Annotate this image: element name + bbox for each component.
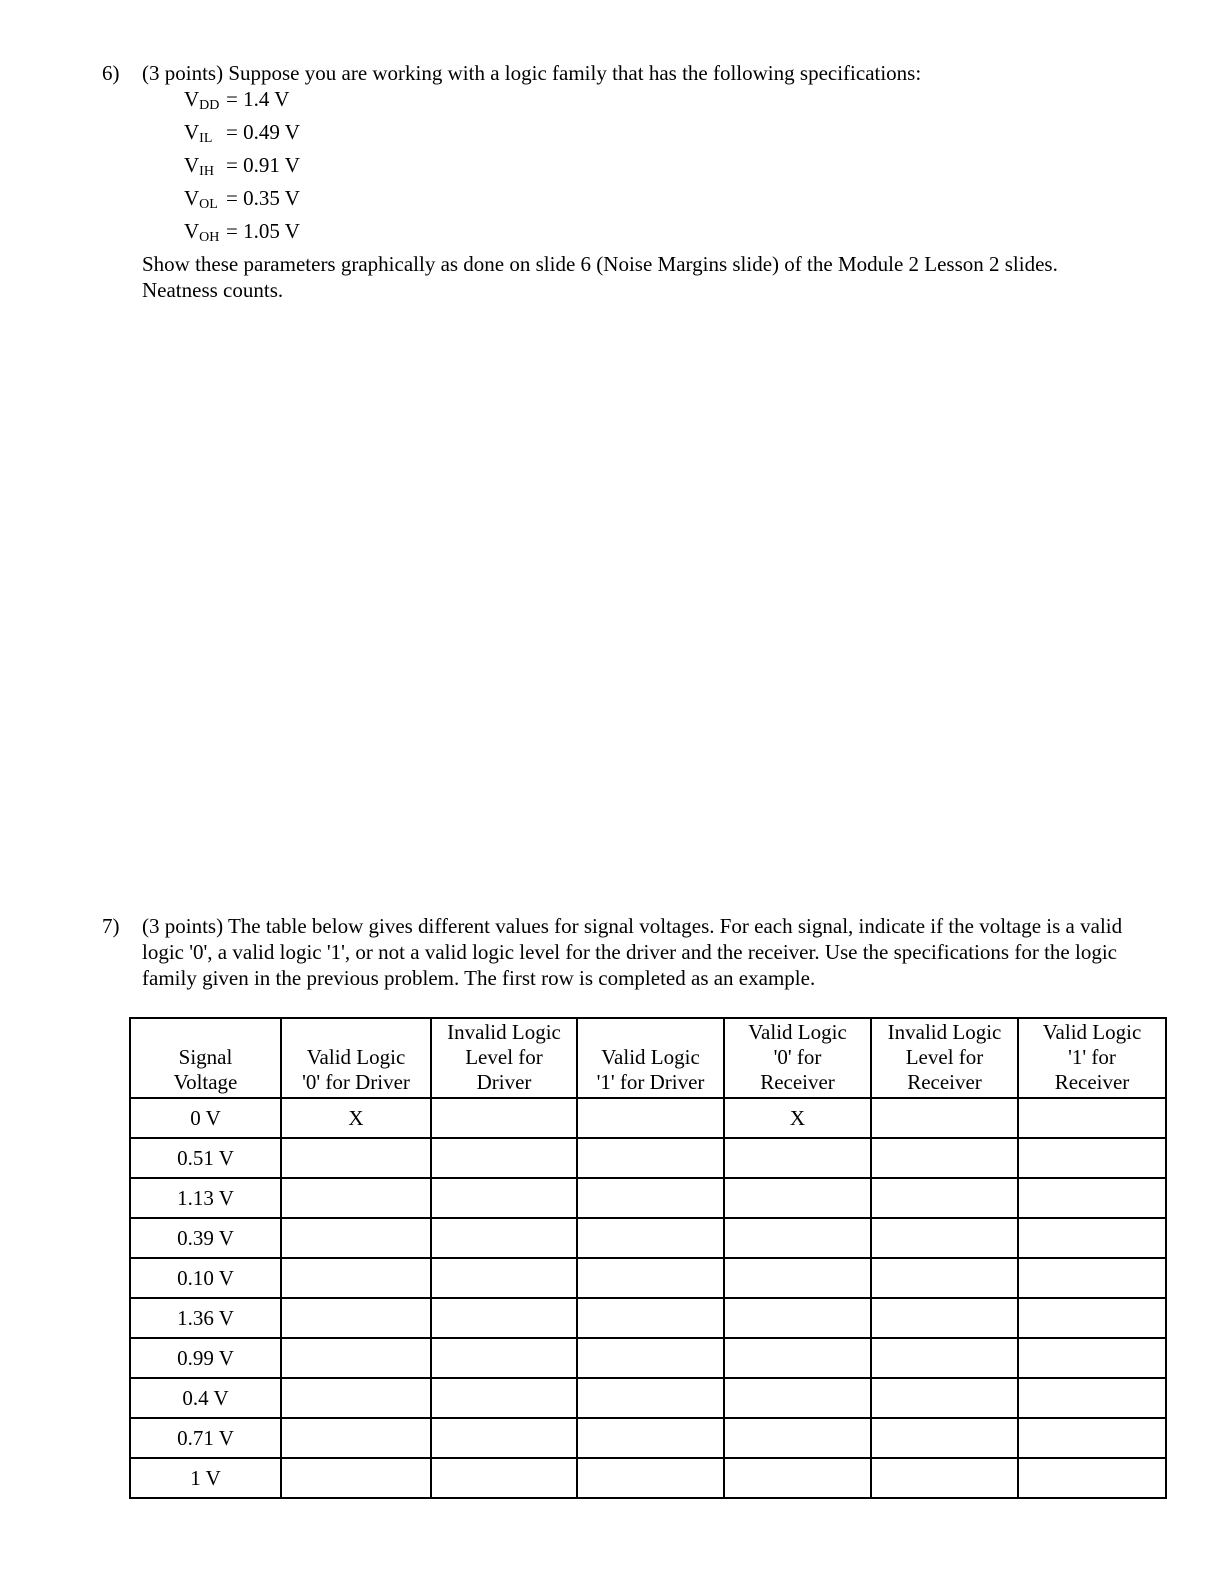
answer-cell[interactable] bbox=[431, 1378, 577, 1418]
answer-cell[interactable] bbox=[1018, 1418, 1166, 1458]
q6-number: 6) bbox=[102, 61, 120, 85]
answer-cell[interactable]: X bbox=[724, 1098, 871, 1138]
answer-cell[interactable] bbox=[431, 1098, 577, 1138]
header-signal-voltage bbox=[130, 1018, 281, 1098]
voltage-cell: 0.4 V bbox=[130, 1378, 281, 1418]
spec-voh: $V_{OH} = 1.05$ V bbox=[184, 219, 300, 245]
answer-cell[interactable] bbox=[724, 1458, 871, 1498]
answer-cell[interactable] bbox=[281, 1178, 431, 1218]
header-line: '1' for bbox=[1068, 1045, 1116, 1069]
answer-cell[interactable] bbox=[1018, 1138, 1166, 1178]
answer-cell[interactable] bbox=[577, 1218, 724, 1258]
answer-cell[interactable] bbox=[431, 1138, 577, 1178]
header-valid-0-driver bbox=[281, 1018, 431, 1098]
table-row bbox=[130, 1298, 1166, 1338]
spec-vil: $V_{IL} = 0.49$ V bbox=[184, 120, 300, 146]
answer-cell[interactable] bbox=[577, 1298, 724, 1338]
q6-neatness: Neatness counts. bbox=[142, 278, 284, 302]
answer-cell[interactable] bbox=[431, 1338, 577, 1378]
answer-cell[interactable] bbox=[724, 1218, 871, 1258]
answer-cell[interactable] bbox=[724, 1178, 871, 1218]
voltage-cell: 0 V bbox=[130, 1098, 281, 1138]
spec-list bbox=[184, 86, 1162, 251]
answer-cell[interactable] bbox=[431, 1418, 577, 1458]
answer-cell[interactable] bbox=[431, 1298, 577, 1338]
voltage-cell: 1.13 V bbox=[130, 1178, 281, 1218]
header-line: Signal bbox=[178, 1045, 233, 1069]
answer-cell[interactable] bbox=[724, 1378, 871, 1418]
answer-cell[interactable] bbox=[724, 1338, 871, 1378]
answer-cell[interactable] bbox=[724, 1418, 871, 1458]
answer-cell[interactable] bbox=[871, 1178, 1018, 1218]
answer-cell[interactable] bbox=[577, 1258, 724, 1298]
header-invalid-driver bbox=[431, 1018, 577, 1098]
header-line: Level for bbox=[465, 1045, 543, 1069]
signal-table bbox=[129, 1017, 1167, 1499]
answer-cell[interactable] bbox=[871, 1098, 1018, 1138]
answer-cell[interactable] bbox=[1018, 1218, 1166, 1258]
table-row bbox=[130, 1418, 1166, 1458]
table-row bbox=[130, 1218, 1166, 1258]
q6-instruction: Show these parameters graphically as done on slide 6 (Noise Margins slide) of the Module 2 Lesson 2 slides. bbox=[142, 252, 1058, 276]
header-line: Invalid Logic bbox=[887, 1020, 1002, 1044]
header-line: '1' for Driver bbox=[596, 1070, 705, 1094]
answer-cell[interactable] bbox=[577, 1378, 724, 1418]
header-line: Valid Logic bbox=[601, 1045, 700, 1069]
answer-cell[interactable] bbox=[1018, 1098, 1166, 1138]
answer-cell[interactable] bbox=[281, 1418, 431, 1458]
answer-cell[interactable] bbox=[281, 1258, 431, 1298]
header-line: Receiver bbox=[760, 1070, 835, 1094]
table-header-row bbox=[130, 1018, 1166, 1098]
answer-cell[interactable] bbox=[1018, 1458, 1166, 1498]
voltage-cell: 0.39 V bbox=[130, 1218, 281, 1258]
q7-text: (3 points) The table below gives different values for signal voltages. For each signal, indicate if the voltage is a valid logic '0', a valid logic '1', or not a valid logic level for the driver and the receiver. Use the specifications for the logic family given in the previous problem. The first row is completed as an example. bbox=[142, 914, 1123, 990]
q7-number: 7) bbox=[102, 914, 120, 938]
voltage-cell: 0.71 V bbox=[130, 1418, 281, 1458]
answer-cell[interactable] bbox=[724, 1138, 871, 1178]
answer-cell[interactable]: X bbox=[281, 1098, 431, 1138]
header-line: Level for bbox=[905, 1045, 984, 1069]
voltage-cell: 1.36 V bbox=[130, 1298, 281, 1338]
voltage-cell: 0.51 V bbox=[130, 1138, 281, 1178]
spec-vih: $V_{IH} = 0.91$ V bbox=[184, 153, 300, 179]
answer-cell[interactable] bbox=[281, 1458, 431, 1498]
table-row bbox=[130, 1258, 1166, 1298]
answer-cell[interactable] bbox=[431, 1258, 577, 1298]
answer-cell[interactable] bbox=[577, 1098, 724, 1138]
voltage-cell: 0.10 V bbox=[130, 1258, 281, 1298]
answer-cell[interactable] bbox=[871, 1218, 1018, 1258]
answer-cell[interactable] bbox=[281, 1298, 431, 1338]
table-row bbox=[130, 1338, 1166, 1378]
header-line: Driver bbox=[476, 1070, 532, 1094]
spec-vol: $V_{OL} = 0.35$ V bbox=[184, 186, 300, 212]
answer-cell[interactable] bbox=[281, 1218, 431, 1258]
header-valid-0-receiver bbox=[724, 1018, 871, 1098]
answer-cell[interactable] bbox=[871, 1138, 1018, 1178]
answer-cell[interactable] bbox=[724, 1258, 871, 1298]
header-line: Receiver bbox=[907, 1070, 982, 1094]
table-row bbox=[130, 1178, 1166, 1218]
answer-cell[interactable] bbox=[871, 1378, 1018, 1418]
table-row bbox=[130, 1378, 1166, 1418]
table-row bbox=[130, 1458, 1166, 1498]
answer-cell[interactable] bbox=[281, 1378, 431, 1418]
answer-cell[interactable] bbox=[1018, 1258, 1166, 1298]
header-line: Receiver bbox=[1054, 1070, 1130, 1094]
answer-cell[interactable] bbox=[724, 1298, 871, 1338]
answer-cell[interactable] bbox=[431, 1458, 577, 1498]
answer-cell[interactable] bbox=[1018, 1378, 1166, 1418]
q6-intro bbox=[102, 60, 1162, 86]
question-7 bbox=[102, 913, 1162, 991]
header-line: '0' for Driver bbox=[302, 1070, 410, 1094]
header-line: Valid Logic bbox=[1042, 1020, 1142, 1044]
answer-cell[interactable] bbox=[871, 1258, 1018, 1298]
question-6 bbox=[102, 60, 1162, 303]
voltage-cell: 1 V bbox=[130, 1458, 281, 1498]
header-line: Valid Logic bbox=[748, 1020, 847, 1044]
table-row bbox=[130, 1098, 1166, 1138]
table-row bbox=[130, 1138, 1166, 1178]
answer-cell[interactable] bbox=[1018, 1338, 1166, 1378]
header-valid-1-driver bbox=[577, 1018, 724, 1098]
answer-cell[interactable] bbox=[281, 1138, 431, 1178]
answer-cell[interactable] bbox=[577, 1458, 724, 1498]
header-line: Valid Logic bbox=[306, 1045, 406, 1069]
answer-cell[interactable] bbox=[431, 1178, 577, 1218]
answer-cell[interactable] bbox=[871, 1298, 1018, 1338]
answer-cell[interactable] bbox=[871, 1458, 1018, 1498]
answer-cell[interactable] bbox=[577, 1418, 724, 1458]
answer-cell[interactable] bbox=[431, 1218, 577, 1258]
answer-cell[interactable] bbox=[1018, 1178, 1166, 1218]
voltage-cell: 0.99 V bbox=[130, 1338, 281, 1378]
answer-cell[interactable] bbox=[1018, 1298, 1166, 1338]
answer-cell[interactable] bbox=[871, 1338, 1018, 1378]
answer-cell[interactable] bbox=[577, 1338, 724, 1378]
answer-cell[interactable] bbox=[871, 1418, 1018, 1458]
header-invalid-receiver bbox=[871, 1018, 1018, 1098]
answer-cell[interactable] bbox=[281, 1338, 431, 1378]
answer-cell[interactable] bbox=[577, 1178, 724, 1218]
header-line: Voltage bbox=[173, 1070, 238, 1094]
answer-cell[interactable] bbox=[577, 1138, 724, 1178]
header-line: Invalid Logic bbox=[447, 1020, 561, 1044]
header-valid-1-receiver bbox=[1018, 1018, 1166, 1098]
spec-vdd: $V_{DD} = 1.4$ V bbox=[184, 87, 290, 113]
q6-text: (3 points) Suppose you are working with a logic family that has the following specifications: bbox=[142, 61, 922, 85]
header-line: '0' for bbox=[773, 1045, 822, 1069]
